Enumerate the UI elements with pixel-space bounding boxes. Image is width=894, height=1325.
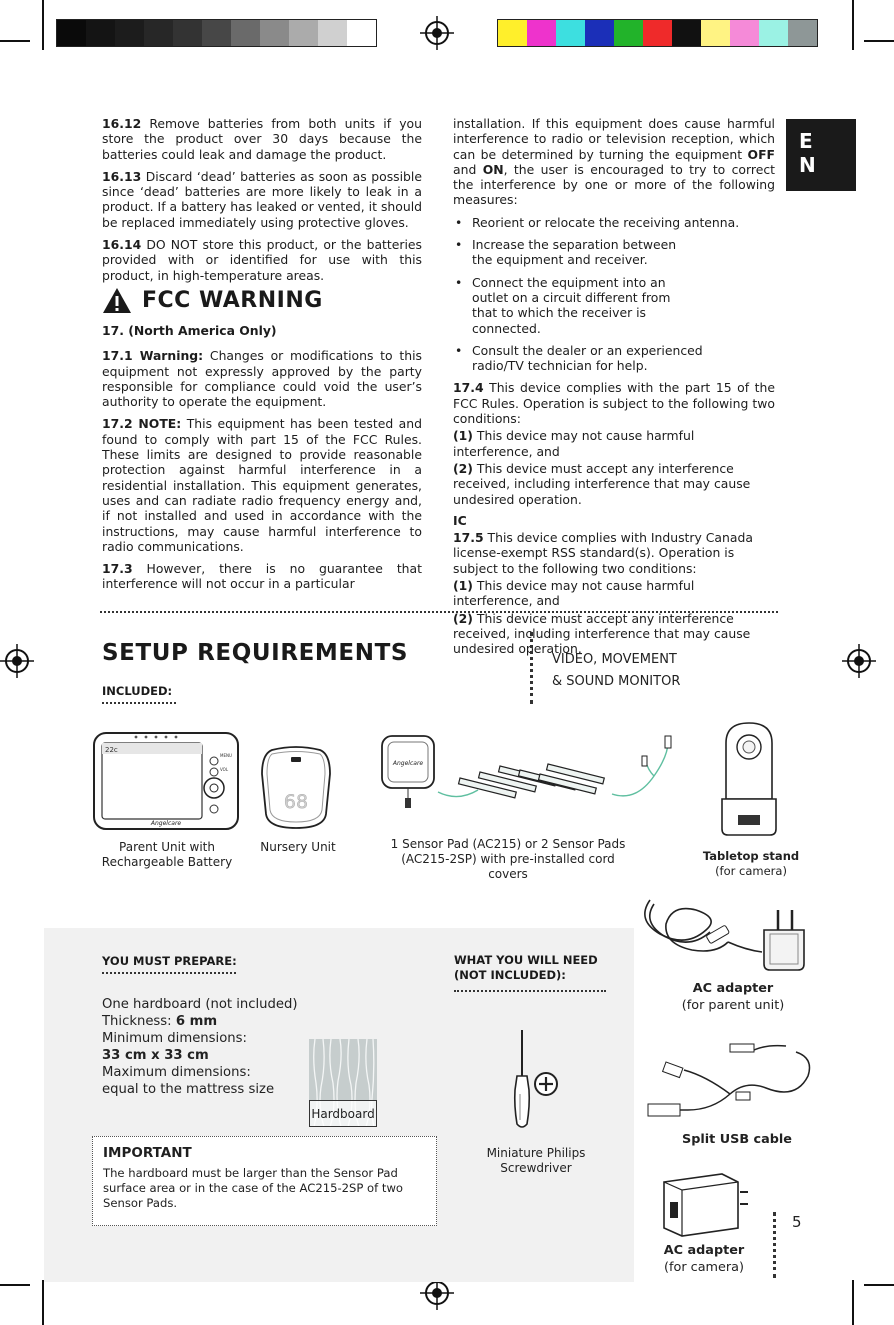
color-swatch: [585, 20, 614, 46]
product-name-line2: & SOUND MONITOR: [552, 674, 681, 689]
list-item: • Reorient or relocate the receiving antenna.: [453, 215, 775, 230]
caption-line: Tabletop stand: [702, 849, 800, 863]
color-swatch: [115, 20, 144, 46]
color-swatch: [701, 20, 730, 46]
section-divider: [100, 611, 778, 613]
language-tab-line1: E: [799, 129, 813, 153]
product-divider: [530, 632, 533, 704]
minimum-value: 33 cm x 33 cm: [102, 1048, 209, 1063]
page-number-divider: [773, 1212, 776, 1278]
caption-line: Miniature Philips: [486, 1146, 586, 1160]
color-swatch: [202, 20, 231, 46]
included-underline: [102, 702, 176, 704]
caption-line: (for parent unit): [681, 998, 785, 1013]
setup-requirements-title: SETUP REQUIREMENTS: [102, 640, 409, 666]
right-column: [453, 116, 775, 664]
crop-mark: [42, 0, 44, 50]
color-swatch: [173, 20, 202, 46]
product-name: [552, 649, 680, 693]
color-swatch: [556, 20, 585, 46]
prepare-underline: [102, 972, 236, 974]
heading-line: (NOT INCLUDED):: [454, 968, 566, 982]
interference-measures-list: [453, 215, 775, 374]
important-note-box: [92, 1136, 437, 1226]
ac-adapter-parent-caption: [672, 980, 794, 1014]
need-underline: [454, 990, 606, 992]
paragraph-17-1: 17.1 Warning: Changes or modifications to this equipment not expressly approved by the party responsible for compliance could void the user’s authority to operate the equipment.: [102, 348, 423, 410]
ac-adapter-camera-caption: [652, 1242, 756, 1276]
thickness-line: Thickness: 6 mm: [102, 1014, 218, 1029]
you-must-prepare-heading: YOU MUST PREPARE:: [102, 954, 237, 968]
product-name-line1: VIDEO, MOVEMENT: [552, 652, 677, 667]
color-swatch: [759, 20, 788, 46]
crop-mark: [864, 40, 894, 42]
process-color-bar: [497, 19, 818, 47]
included-label: INCLUDED:: [102, 684, 173, 698]
sensor-pad-brand: Angelcare: [392, 760, 424, 767]
paragraph-17-5: 17.5 This device complies with Industry Canada license-exempt RSS standard(s). Operation is subject to the following two conditions:: [453, 530, 753, 576]
fcc-intro-paragraph: installation. If this equipment does cause harmful interference to radio or television reception, which can be determined by turning the equipment OFF and ON, the user is encouraged to try to correct the interference by one or more of the following measures:: [453, 116, 775, 208]
page-number: 5: [792, 1213, 802, 1231]
crop-mark: [42, 1280, 44, 1325]
condition-2: (2) This device must accept any interference received, including interference that may cause undesired operation.: [453, 460, 751, 507]
registration-mark-icon: [420, 16, 454, 50]
paragraph-16-12: 16.12 Remove batteries from both units if you store the product over 30 days because the batteries could leak and damage the product.: [102, 116, 422, 162]
what-you-will-need-heading: [454, 953, 598, 983]
list-item: • Increase the separation between the equipment and receiver.: [453, 237, 693, 268]
parent-unit-caption: [86, 840, 248, 870]
vol-key-label: VOL: [220, 767, 229, 772]
crop-mark: [864, 1284, 894, 1286]
ic-label: IC: [453, 512, 467, 528]
important-text: The hardboard must be larger than the Sensor Pad surface area or in the case of the AC215-2SP of two Sensor Pads.: [103, 1166, 404, 1210]
crop-mark: [0, 1284, 30, 1286]
color-swatch: [289, 20, 318, 46]
list-item: • Connect the equipment into an outlet on a circuit different from that to which the receiver is connected.: [453, 275, 693, 336]
language-tab-line2: N: [799, 153, 816, 177]
crop-mark: [0, 40, 30, 42]
caption-line: AC adapter: [663, 1243, 745, 1258]
condition-1: (1) This device may not cause harmful interference, and: [453, 428, 695, 459]
color-swatch: [144, 20, 173, 46]
parent-unit-image: [92, 731, 240, 831]
color-swatch: [672, 20, 701, 46]
color-swatch: [643, 20, 672, 46]
color-swatch: [527, 20, 556, 46]
minimum-label: Minimum dimensions:: [102, 1031, 247, 1046]
ac-adapter-parent-image: [636, 890, 814, 974]
hardboard-requirements: [102, 996, 342, 1098]
left-column: [102, 116, 422, 290]
tabletop-stand-caption: [696, 849, 806, 879]
heading-line: WHAT YOU WILL NEED: [454, 953, 598, 967]
fcc-warning-heading: [102, 287, 323, 314]
tabletop-stand-image: [718, 719, 780, 839]
hardboard-label: Hardboard: [311, 1107, 375, 1121]
caption-line: (for camera): [664, 1260, 744, 1275]
caption-line: (AC215-2SP) with pre-installed cord covers: [401, 852, 615, 881]
paragraph-16-13: 16.13 Discard ‘dead’ batteries as soon as possible since ‘dead’ batteries are more likely to leak in a product. If a battery has leaked or vented, it should be replaced immediately using protective gloves.: [102, 168, 422, 230]
paragraph-17-3: 17.3 However, there is no guarantee that interference will not occur in a particular: [102, 561, 422, 592]
color-swatch: [788, 20, 817, 46]
color-swatch: [57, 20, 86, 46]
paragraph-17-2: 17.2 NOTE: This equipment has been tested and found to comply with part 15 of the FCC Rules. These limits are designed to provide reasonable protection against harmful interference in a residential installation. This equipment generates, uses and can radiate radio frequency energy and, if not installed and used in accordance with the instructions, may cause harmful interference to radio communications.: [102, 416, 422, 554]
left-column-fcc: [102, 323, 422, 599]
language-tab: [786, 119, 856, 191]
color-swatch: [231, 20, 260, 46]
crop-mark: [852, 1280, 854, 1325]
list-item: • Consult the dealer or an experienced radio/TV technician for help.: [453, 343, 713, 374]
gray-color-bar: [56, 19, 377, 47]
hardboard-label-box: [309, 1100, 377, 1127]
color-swatch: [730, 20, 759, 46]
paragraph-16-14: 16.14 DO NOT store this product, or the batteries provided with or identified for use with this product, in high-temperature areas.: [102, 237, 422, 283]
nursery-unit-image: [258, 744, 334, 830]
registration-mark-icon: [842, 644, 876, 678]
caption-line: 1 Sensor Pad (AC215) or 2 Sensor Pads: [390, 837, 626, 851]
nursery-unit-readout: 68: [283, 791, 309, 813]
screwdriver-caption: [468, 1146, 604, 1176]
color-swatch: [318, 20, 347, 46]
hardboard-line: One hardboard (not included): [102, 997, 298, 1012]
maximum-label: Maximum dimensions:: [102, 1065, 251, 1080]
color-swatch: [614, 20, 643, 46]
split-usb-cable-caption: Split USB cable: [682, 1132, 792, 1147]
important-title: IMPORTANT: [103, 1145, 192, 1161]
sensor-pads-image: [378, 732, 684, 814]
sensor-pads-caption: [384, 837, 632, 882]
menu-key-label: MENU: [220, 753, 232, 758]
caption-line: Parent Unit with: [119, 840, 215, 854]
registration-mark-icon: [0, 644, 34, 678]
caption-line: (for camera): [715, 864, 787, 878]
parent-unit-temp-text: 22c: [105, 746, 118, 754]
ic-condition-1: (1) This device may not cause harmful interference, and: [453, 578, 695, 609]
caption-line: Rechargeable Battery: [101, 855, 233, 869]
section-17-title: 17. (North America Only): [102, 323, 277, 338]
ac-adapter-camera-image: [658, 1168, 750, 1240]
crop-mark: [852, 0, 854, 50]
split-usb-cable-image: [646, 1036, 816, 1122]
caption-line: Screwdriver: [500, 1161, 572, 1175]
screwdriver-image: [506, 1028, 566, 1130]
color-swatch: [347, 20, 376, 46]
ic-condition-2: (2) This device must accept any interference received, including interference that may cause undesired operation.: [453, 610, 751, 657]
paragraph-17-4: 17.4 This device complies with the part 15 of the FCC Rules. Operation is subject to the following two conditions:: [453, 380, 775, 427]
caption-line: AC adapter: [692, 981, 774, 996]
color-swatch: [260, 20, 289, 46]
parent-unit-brand: Angelcare: [150, 820, 182, 827]
fcc-warning-title: FCC WARNING: [142, 288, 323, 313]
color-swatch: [86, 20, 115, 46]
maximum-value: equal to the mattress size: [102, 1082, 275, 1097]
nursery-unit-caption: Nursery Unit: [260, 840, 336, 854]
color-swatch: [498, 20, 527, 46]
warning-triangle-icon: [102, 287, 132, 314]
